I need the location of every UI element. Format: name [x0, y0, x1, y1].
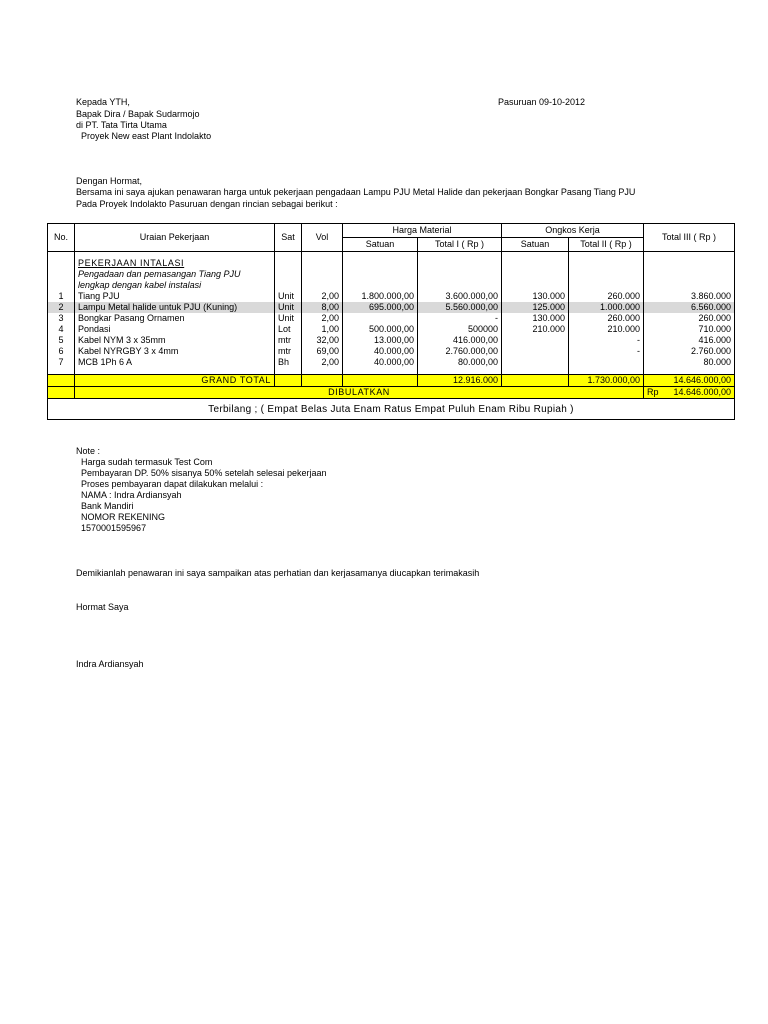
cell-satuan2 — [502, 346, 569, 357]
header-total1: Total I ( Rp ) — [418, 238, 502, 252]
cell-uraian: MCB 1Ph 6 A — [75, 357, 275, 368]
grand-total-2: 1.730.000,00 — [569, 375, 644, 387]
cell-total3: 710.000 — [644, 324, 735, 335]
section-desc-1: Pengadaan dan pemasangan Tiang PJU — [75, 269, 275, 280]
cell-total2: - — [569, 346, 644, 357]
cell-total2: 260.000 — [569, 291, 644, 302]
signoff: Hormat Saya — [76, 602, 129, 612]
cell-total3: 3.860.000 — [644, 291, 735, 302]
recipient-line-4: Proyek New east Plant Indolakto — [81, 131, 212, 141]
cell-vol: 1,00 — [302, 324, 343, 335]
cell-no: 3 — [48, 313, 75, 324]
closing-text: Demikianlah penawaran ini saya sampaikan atas perhatian dan kerjasamanya diucapkan terimakasih — [76, 568, 480, 578]
recipient-line-3: di PT. Tata Tirta Utama — [76, 120, 167, 130]
table-row — [48, 357, 735, 368]
header-satuan-1: Satuan — [343, 238, 418, 252]
header-no: No. — [48, 224, 75, 252]
cell-total2: 260.000 — [569, 313, 644, 324]
cell-sat: Unit — [275, 291, 302, 302]
grand-total-row — [48, 375, 735, 387]
cell-satuan2: 210.000 — [502, 324, 569, 335]
item-rows — [48, 291, 735, 368]
dibulatkan-value: 14.646.000,00 — [673, 387, 731, 397]
cell-sat: Unit — [275, 302, 302, 313]
cell-vol: 2,00 — [302, 291, 343, 302]
cell-total2 — [569, 357, 644, 368]
signature-name: Indra Ardiansyah — [76, 659, 144, 669]
section-desc-row-1 — [48, 269, 735, 280]
header-harga-material: Harga Material — [343, 224, 502, 238]
section-desc-row-2 — [48, 280, 735, 291]
cell-uraian: Pondasi — [75, 324, 275, 335]
table-row — [48, 302, 735, 313]
table-row — [48, 291, 735, 302]
cell-no: 4 — [48, 324, 75, 335]
grand-total-3: 14.646.000,00 — [644, 375, 735, 387]
cell-vol: 2,00 — [302, 357, 343, 368]
note-line-3: Proses pembayaran dapat dilakukan melalui : — [81, 479, 264, 489]
table-row — [48, 346, 735, 357]
terbilang-text: Terbilang ; ( Empat Belas Juta Enam Ratus Empat Puluh Enam Ribu Rupiah ) — [48, 399, 735, 420]
table-row — [48, 313, 735, 324]
cell-uraian: Lampu Metal halide untuk PJU (Kuning) — [75, 302, 275, 313]
cell-satuan1: 40.000,00 — [343, 357, 418, 368]
cell-total1: 80.000,00 — [418, 357, 502, 368]
dibulatkan-cell — [644, 387, 735, 399]
cell-total3: 2.760.000 — [644, 346, 735, 357]
cell-satuan1: 695.000,00 — [343, 302, 418, 313]
dibulatkan-currency: Rp — [647, 387, 659, 397]
cell-uraian: Bongkar Pasang Ornamen — [75, 313, 275, 324]
note-line-1: Harga sudah termasuk Test Com — [81, 457, 213, 467]
cell-satuan1: 40.000,00 — [343, 346, 418, 357]
cell-satuan2 — [502, 357, 569, 368]
cell-no: 6 — [48, 346, 75, 357]
cell-total1: - — [418, 313, 502, 324]
note-line-5: Bank Mandiri — [81, 501, 134, 511]
intro-line-2: Pada Proyek Indolakto Pasuruan dengan rincian sebagai berikut : — [76, 199, 338, 209]
cell-total3: 80.000 — [644, 357, 735, 368]
cell-total2: 1.000.000 — [569, 302, 644, 313]
cell-sat: mtr — [275, 335, 302, 346]
header-total2: Total II ( Rp ) — [569, 238, 644, 252]
cell-satuan2 — [502, 335, 569, 346]
recipient-line-1: Kepada YTH, — [76, 97, 130, 107]
table-row — [48, 324, 735, 335]
cell-satuan1: 13.000,00 — [343, 335, 418, 346]
cell-no: 5 — [48, 335, 75, 346]
cell-vol: 8,00 — [302, 302, 343, 313]
section-title: PEKERJAAN INTALASI — [78, 258, 185, 268]
cell-total2: 210.000 — [569, 324, 644, 335]
cell-sat: Lot — [275, 324, 302, 335]
note-line-2: Pembayaran DP. 50% sisanya 50% setelah selesai pekerjaan — [81, 468, 327, 478]
cell-uraian: Kabel NYM 3 x 35mm — [75, 335, 275, 346]
section-desc-2: lengkap dengan kabel instalasi — [75, 280, 275, 291]
header-uraian: Uraian Pekerjaan — [75, 224, 275, 252]
header-ongkos-kerja: Ongkos Kerja — [502, 224, 644, 238]
header-vol: Vol — [302, 224, 343, 252]
terbilang-row — [48, 399, 735, 420]
dibulatkan-label: DIBULATKAN — [75, 387, 644, 399]
cell-vol: 2,00 — [302, 313, 343, 324]
quotation-table — [47, 223, 735, 420]
cell-total3: 260.000 — [644, 313, 735, 324]
cell-total3: 416.000 — [644, 335, 735, 346]
intro-line-1: Bersama ini saya ajukan penawaran harga untuk pekerjaan pengadaan Lampu PJU Metal Halide dan pekerjaan Bongkar Pasang Tiang PJU — [76, 187, 636, 197]
note-line-7: 1570001595967 — [81, 523, 147, 533]
section-title-row — [48, 258, 735, 269]
dibulatkan-row — [48, 387, 735, 399]
cell-satuan1: 1.800.000,00 — [343, 291, 418, 302]
recipient-line-2: Bapak Dira / Bapak Sudarmojo — [76, 109, 200, 119]
header-sat: Sat — [275, 224, 302, 252]
place-date: Pasuruan 09-10-2012 — [498, 97, 586, 107]
table-row — [48, 335, 735, 346]
cell-satuan1 — [343, 313, 418, 324]
header-satuan-2: Satuan — [502, 238, 569, 252]
note-title: Note : — [76, 446, 101, 456]
table-header-row-1 — [48, 224, 735, 238]
cell-uraian: Tiang PJU — [75, 291, 275, 302]
cell-total1: 416.000,00 — [418, 335, 502, 346]
cell-total2: - — [569, 335, 644, 346]
cell-total1: 3.600.000,00 — [418, 291, 502, 302]
cell-satuan2: 130.000 — [502, 313, 569, 324]
grand-total-1: 12.916.000 — [418, 375, 502, 387]
cell-total1: 2.760.000,00 — [418, 346, 502, 357]
header-total3: Total III ( Rp ) — [644, 224, 735, 252]
cell-vol: 69,00 — [302, 346, 343, 357]
cell-sat: Unit — [275, 313, 302, 324]
cell-satuan1: 500.000,00 — [343, 324, 418, 335]
cell-no: 1 — [48, 291, 75, 302]
cell-no: 7 — [48, 357, 75, 368]
greeting: Dengan Hormat, — [76, 176, 143, 186]
cell-satuan2: 125.000 — [502, 302, 569, 313]
cell-vol: 32,00 — [302, 335, 343, 346]
note-line-6: NOMOR REKENING — [81, 512, 166, 522]
cell-sat: mtr — [275, 346, 302, 357]
cell-total1: 500000 — [418, 324, 502, 335]
cell-satuan2: 130.000 — [502, 291, 569, 302]
cell-sat: Bh — [275, 357, 302, 368]
cell-no: 2 — [48, 302, 75, 313]
cell-total3: 6.560.000 — [644, 302, 735, 313]
grand-total-label: GRAND TOTAL — [75, 375, 275, 387]
cell-total1: 5.560.000,00 — [418, 302, 502, 313]
note-line-4: NAMA : Indra Ardiansyah — [81, 490, 182, 500]
cell-uraian: Kabel NYRGBY 3 x 4mm — [75, 346, 275, 357]
